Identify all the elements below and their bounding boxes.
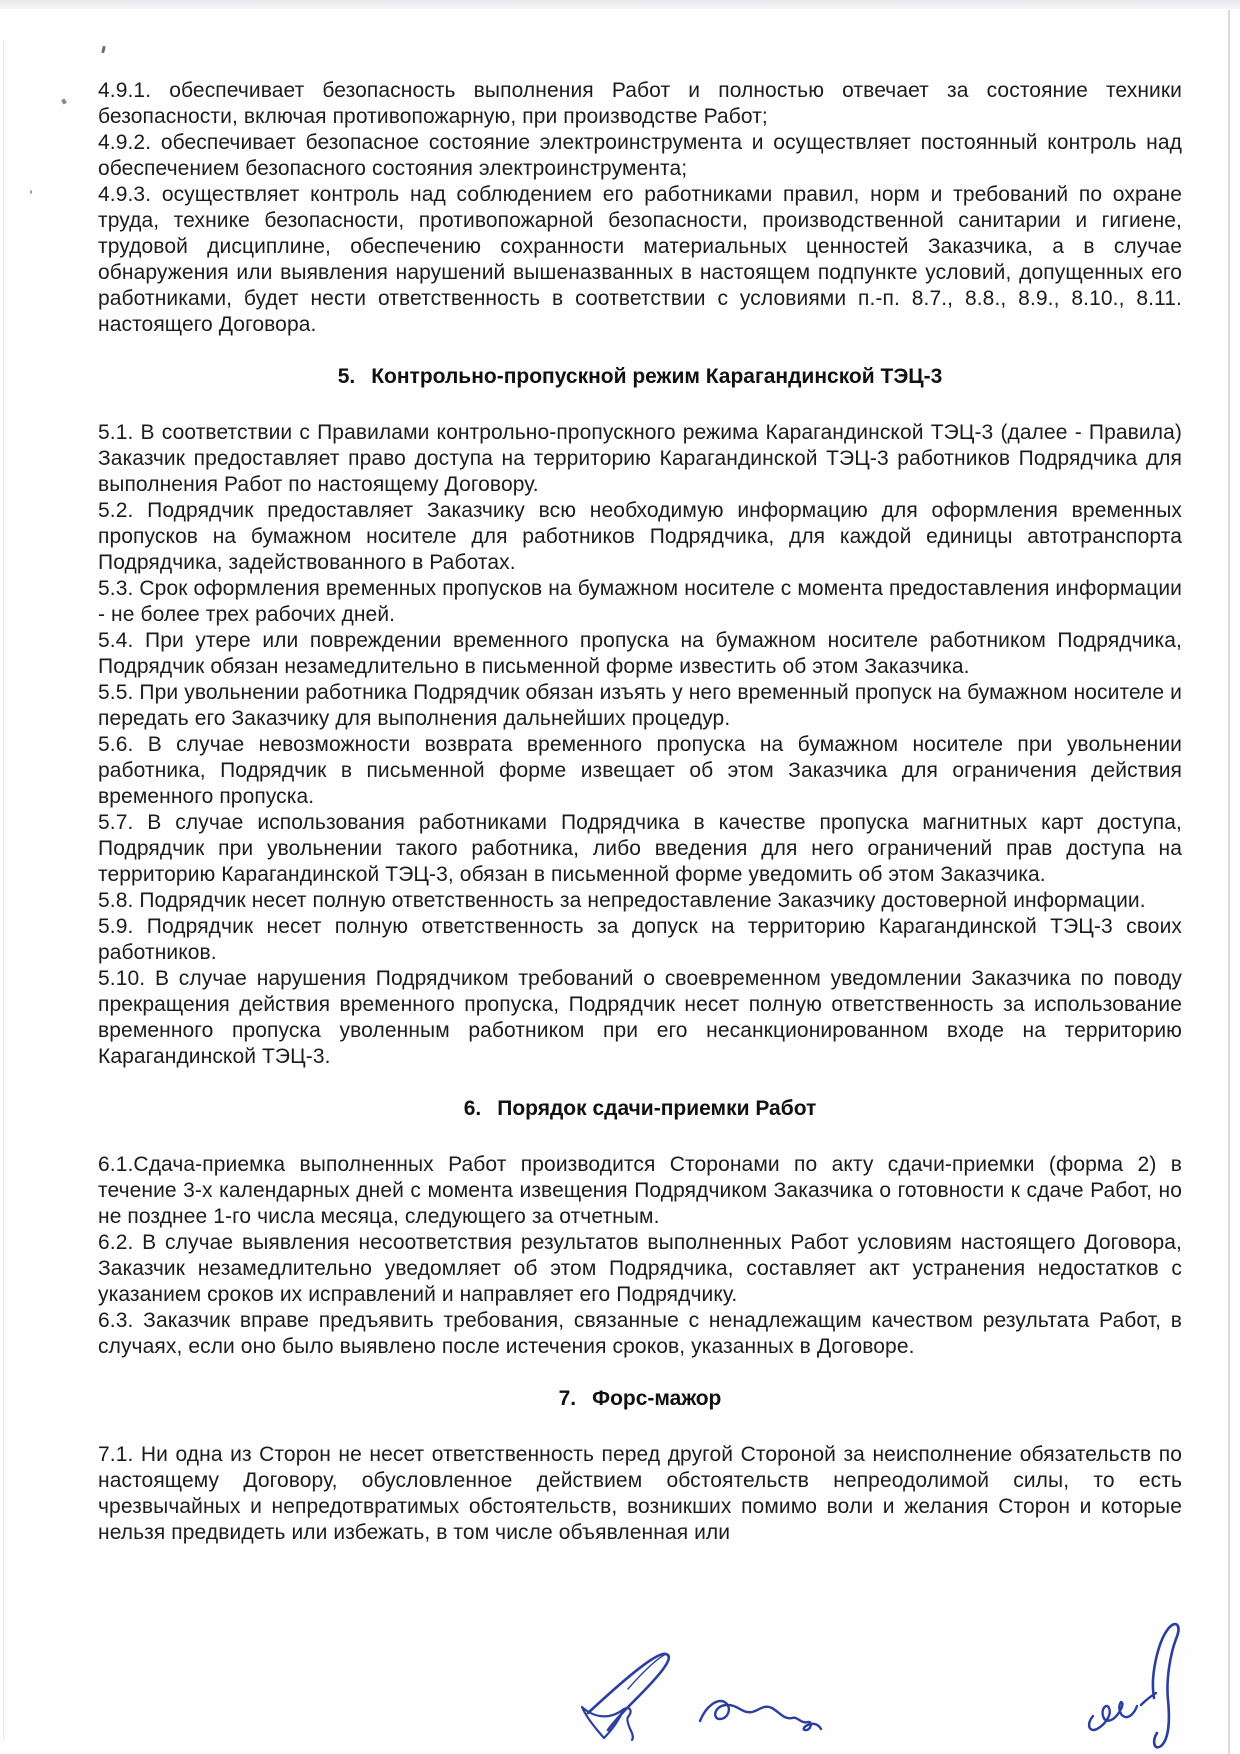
scan-edge-top [0, 0, 1240, 9]
signature-ink-left [572, 1645, 692, 1741]
paragraph-4-9-1: 4.9.1. обеспечивает безопасность выполнения Работ и полностью отвечает за состояние техники безопасности, включая противопожарную, при производстве Работ; [98, 79, 1182, 128]
section-7 [98, 1386, 1182, 1546]
section-5 [98, 364, 1182, 1070]
paragraph-5-4: 5.4. При утере или повреждении временного пропуска на бумажном носителе работником Подрядчика, Подрядчик обязан незамедлительно в письменной форме известить об этом Заказчика. [98, 629, 1182, 678]
section-6-number: 6. [463, 1097, 482, 1120]
paragraph-4-9-3: 4.9.3. осуществляет контроль над соблюдением его работниками правил, норм и требований по охране труда, технике безопасности, противопожарной безопасности, производственной санитарии и гигиене, трудовой дисциплине, обеспечению сохранности материальных ценностей Заказчика, а в случае обнаружения или выявления нарушений вышеназванных в настоящем подпункте условий, допущенных его работниками, будет нести ответственность в соответствии с условиями п.-п. 8.7., 8.8., 8.9., 8.10., 8.11. настоящего Договора. [98, 183, 1182, 336]
signature-left [572, 1645, 692, 1746]
section-6 [98, 1096, 1182, 1360]
paragraph-5-2: 5.2. Подрядчик предоставляет Заказчику всю необходимую информацию для оформления временных пропусков на бумажном носителе для работников Подрядчика, для каждой единицы автотранспорта Подрядчика, задействованного в Работах. [98, 499, 1182, 574]
scan-speck [101, 46, 106, 54]
paragraph-5-8: 5.8. Подрядчик несет полную ответственность за непредоставление Заказчику достоверной информации. [98, 889, 1146, 912]
section-7-title: Форс-мажор [592, 1387, 722, 1410]
paragraph-4-9-2: 4.9.2. обеспечивает безопасное состояние электроинструмента и осуществляет постоянный контроль над обеспечением безопасного состояния электроинструмента; [98, 131, 1182, 180]
paragraph-5-3: 5.3. Срок оформления временных пропусков на бумажном носителе с момента предоставления информации - не более трех рабочих дней. [98, 577, 1182, 626]
scan-edge-right [1228, 10, 1230, 1754]
signature-ink-middle [697, 1693, 823, 1737]
paragraph-5-5: 5.5. При увольнении работника Подрядчик обязан изъять у него временный пропуск на бумажном носителе и передать его Заказчику для выполнения дальнейших процедур. [98, 681, 1182, 730]
signature-right [1083, 1620, 1197, 1754]
document-body [98, 78, 1182, 1546]
section-7-heading [98, 1386, 1182, 1412]
section-7-number: 7. [558, 1387, 577, 1410]
section-6-heading [98, 1096, 1182, 1122]
paragraph-5-9: 5.9. Подрядчик несет полную ответственность за допуск на территорию Карагандинской ТЭЦ-3 своих работников. [98, 915, 1182, 964]
scan-speck [61, 98, 67, 104]
paragraph-6-3: 6.3. Заказчик вправе предъявить требования, связанные с ненадлежащим качеством результата Работ, в случаях, если оно было выявлено после истечения сроков, указанных в Договоре. [98, 1309, 1182, 1358]
paragraph-5-1: 5.1. В соответствии с Правилами контрольно-пропускного режима Карагандинской ТЭЦ-3 (далее - Правила) Заказчик предоставляет право доступа на территорию Карагандинской ТЭЦ-3 работников Подрядчика для выполнения Работ по настоящему Договору. [98, 421, 1182, 496]
paragraph-6-1: 6.1.Сдача-приемка выполненных Работ производится Сторонами по акту сдачи-приемки (форма 2) в течение 3-х календарных дней с момента извещения Подрядчиком Заказчика о готовности к сдаче Работ, но не позднее 1-го числа месяца, следующего за отчетным. [98, 1153, 1182, 1228]
scan-edge-left [3, 40, 4, 1740]
paragraph-5-6: 5.6. В случае невозможности возврата временного пропуска на бумажном носителе при увольнении работника, Подрядчик в письменной форме извещает об этом Заказчика для ограничения действия временного пропуска. [98, 733, 1182, 808]
signature-middle [697, 1693, 823, 1742]
section-5-heading [98, 364, 1182, 390]
signature-ink-right [1083, 1620, 1197, 1754]
section-6-title: Порядок сдачи-приемки Работ [497, 1097, 817, 1120]
paragraph-5-10: 5.10. В случае нарушения Подрядчиком требований о своевременном уведомлении Заказчика по поводу прекращения действия временного пропуска, Подрядчик несет полную ответственность за использование временного пропуска уволенным работником при его несанкционированном входе на территорию Карагандинской ТЭЦ-3. [98, 967, 1182, 1068]
section-4-9 [98, 78, 1182, 338]
scan-speck [30, 190, 32, 194]
section-5-number: 5. [337, 365, 356, 388]
paragraph-5-7: 5.7. В случае использования работниками Подрядчика в качестве пропуска магнитных карт доступа, Подрядчик при увольнении такого работника, либо введения для него ограничений прав доступа на территорию Карагандинской ТЭЦ-3, обязан в письменной форме уведомить об этом Заказчика. [98, 811, 1182, 886]
paragraph-7-1: 7.1. Ни одна из Сторон не несет ответственность перед другой Стороной за неисполнение обязательств по настоящему Договору, обусловленное действием обстоятельств непреодолимой силы, то есть чрезвычайных и непредотвратимых обстоятельств, возникших помимо воли и желания Сторон и которые нельзя предвидеть или избежать, в том числе объявленная или [98, 1443, 1182, 1544]
paragraph-6-2: 6.2. В случае выявления несоответствия результатов выполненных Работ условиям настоящего Договора, Заказчик незамедлительно уведомляет об этом Подрядчика, составляет акт устранения недостатков с указанием сроков их исправлений и направляет его Подрядчику. [98, 1231, 1182, 1306]
section-5-title: Контрольно-пропускной режим Карагандинской ТЭЦ-3 [371, 365, 943, 388]
